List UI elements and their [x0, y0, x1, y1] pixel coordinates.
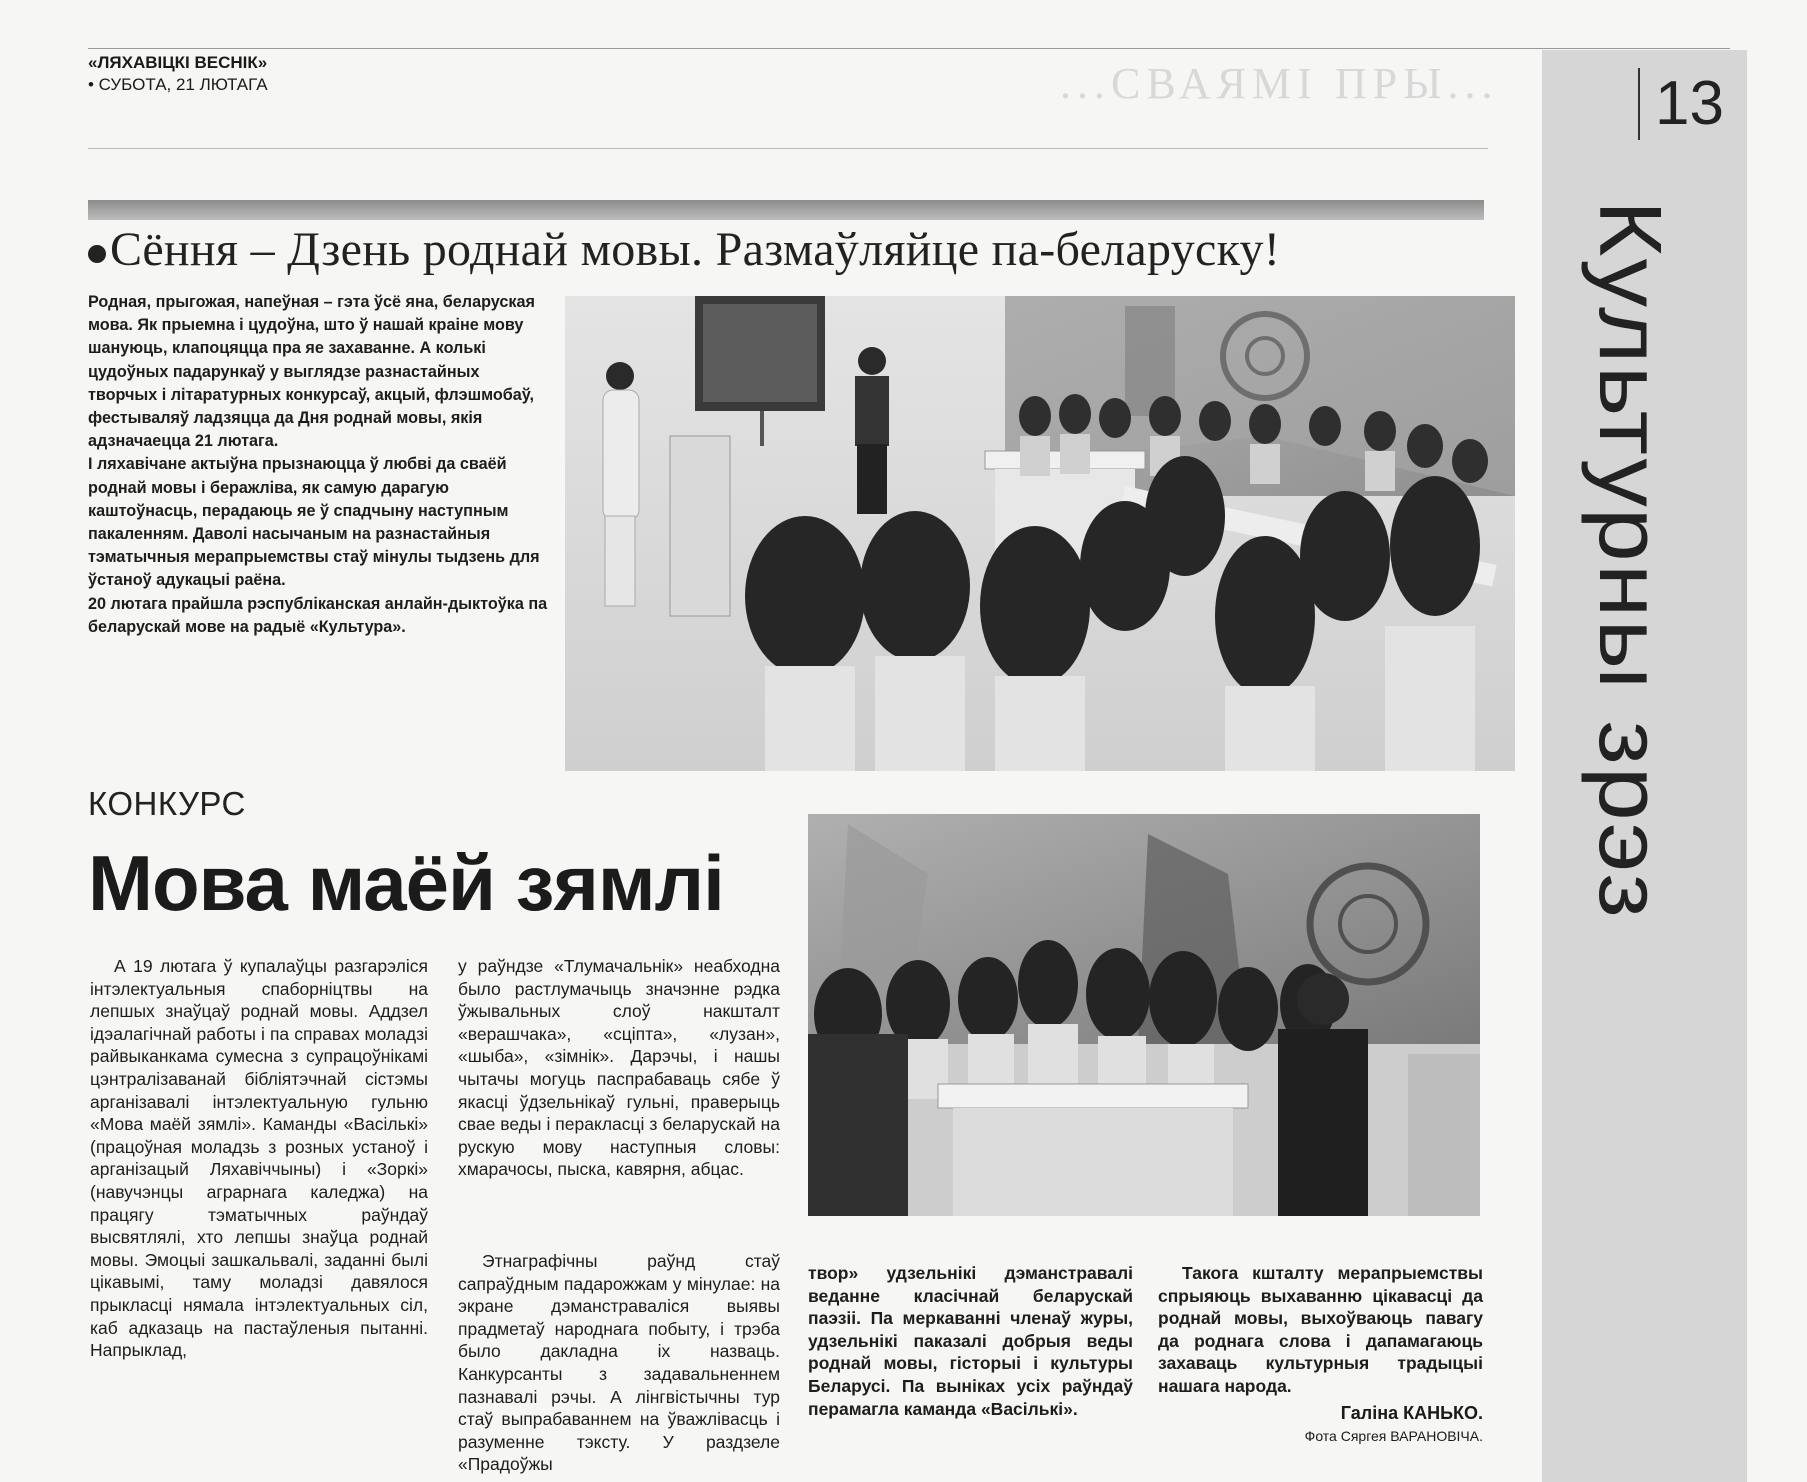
article-paragraph: Такога кшталту мерапрыемствы спрыяюць выхаванню цікавасці да роднай мовы, выхоўваюць павагу да роднага слова і дапамагаюць захаваць культурныя традыцыі нашага народа. — [1158, 1263, 1483, 1396]
paper-name: «ЛЯХАВІЦКІ ВЕСНІК» — [88, 53, 268, 72]
event-photo-audience — [565, 296, 1515, 771]
intro-paragraph: І ляхавічане актыўна прызнаюцца ў любві да сваёй роднай мовы і беражліва, як самую дарагую каштоўнасць, перадаюць яе ў спадчыну наступным пакаленням. Даволі насычаным на разнастайныя тэматычныя мерапрыемствы стаў мінулы тыдзень для ўстаноў адукацыі раёна. — [88, 455, 540, 590]
article-author: Галіна КАНЬКО. — [1340, 1403, 1483, 1423]
article-column-4 — [1158, 1262, 1483, 1398]
section-title — [1552, 200, 1732, 940]
article-column-2 — [458, 955, 780, 1181]
issue-date: • СУБОТА, 21 ЛЮТАГА — [88, 75, 268, 94]
article-paragraph: твор» удзельнікі дэманстравалі веданне класічнай беларускай паэзіі. Па меркаванні членаў журы, удзельнікі паказалі добрыя веды роднай мовы, гісторыі і культуры Беларусі. Па выніках усіх раўндаў перамагла каманда «Васількі». — [808, 1263, 1133, 1419]
bleed-through-text: ...СВАЯМІ ПРЫ... — [1060, 59, 1499, 108]
article-paragraph: Этнаграфічны раўнд стаў сапраўдным падарожжам у мінулае: на экране дэманстраваліся выявы прадметаў народнага побыту, і трэба было дакладна іх назваць. Канкурсанты з задавальненнем пазнавалі рэчы. А лінгвістычны тур стаў выпрабаваннем на ўважлівасць і разуменне тэксту. У раздзеле «Прадоўжы — [458, 1251, 780, 1475]
headline-banner-bar — [88, 200, 1484, 220]
section-title-text: Культурны зрэз — [1581, 200, 1680, 855]
page-number-divider — [1638, 68, 1640, 140]
intro-paragraph: Родная, прыгожая, напеўная – гэта ўсё яна, беларуская мова. Як прыемна і цудоўна, што ў нашай краіне мову шануюць, клапоцяцца пра яе захаванне. А колькі цудоўных падарункаў у выглядзе разнастайных творчых і літаратурных конкурсаў, акцый, флэшмобаў, фестываляў ладзяцца да Дня роднай мовы, якія адзначаецца 21 лютага. — [88, 293, 535, 451]
main-headline: Сёння – Дзень роднай мовы. Размаўляйце па-беларуску! — [88, 222, 1280, 277]
header-rule — [88, 148, 1488, 149]
bullet-icon — [88, 245, 106, 263]
masthead — [88, 52, 268, 96]
photo-credit: Фота Сяргея ВАРАНОВІЧА. — [1304, 1428, 1483, 1444]
article-paragraph: у раўндзе «Тлумачальнік» неабходна было растлумачыць значэнне рэдка ўжывальных слоў накшталт «верашчака», «сціпта», «лузан», «шыба», «зімнік». Дарэчы, і нашы чытачы могуць паспрабаваць сябе ў якасці ўдзельнікаў гульні, праверыць свае веды і перакласці з беларускай на рускую мову наступныя словы: хмарачосы, пыска, кавярня, абцас. — [458, 956, 780, 1180]
article-column-1 — [90, 955, 428, 1362]
article-column-3 — [808, 1262, 1133, 1420]
article-column-2b — [458, 1250, 780, 1476]
page-number: 13 — [1655, 69, 1724, 138]
article-paragraph: А 19 лютага ў купалаўцы разгарэліся інтэлектуальныя спаборніцтвы на лепшых знаўцаў роднай мовы. Аддзел ідэалагічнай работы і па справах моладзі райвыканкама сумесна з супрацоўнікамі цэнтралізаванай бібліятэчнай сістэмы арганізавалі інтэлектуальную гульню «Мова маёй зямлі». Каманды «Васількі» (працоўная моладзь з розных устаноў і арганізацый Ляхавіччыны) і «Зоркі» (навучэнцы аграрнага каледжа) на працягу тэматычных раўндаў высвятлялі, хто лепшы знаўца роднай мовы. Эмоцыі зашкальвалі, заданні былі цікавымі, таму моладзі давялося прыкласці нямала інтэлектуальных сіл, каб адказаць на пастаўленыя пытанні. Напрыклад, — [90, 956, 428, 1361]
intro-paragraph: 20 лютага прайшла рэспубліканская анлайн-дыктоўка па беларускай мове на радыё «Культура». — [88, 594, 548, 636]
event-photo-teams — [808, 814, 1480, 1216]
top-rule — [88, 48, 1730, 49]
article-title: Мова маёй зямлі — [88, 839, 724, 927]
article-kicker: КОНКУРС — [88, 785, 246, 822]
intro-text — [88, 291, 550, 639]
